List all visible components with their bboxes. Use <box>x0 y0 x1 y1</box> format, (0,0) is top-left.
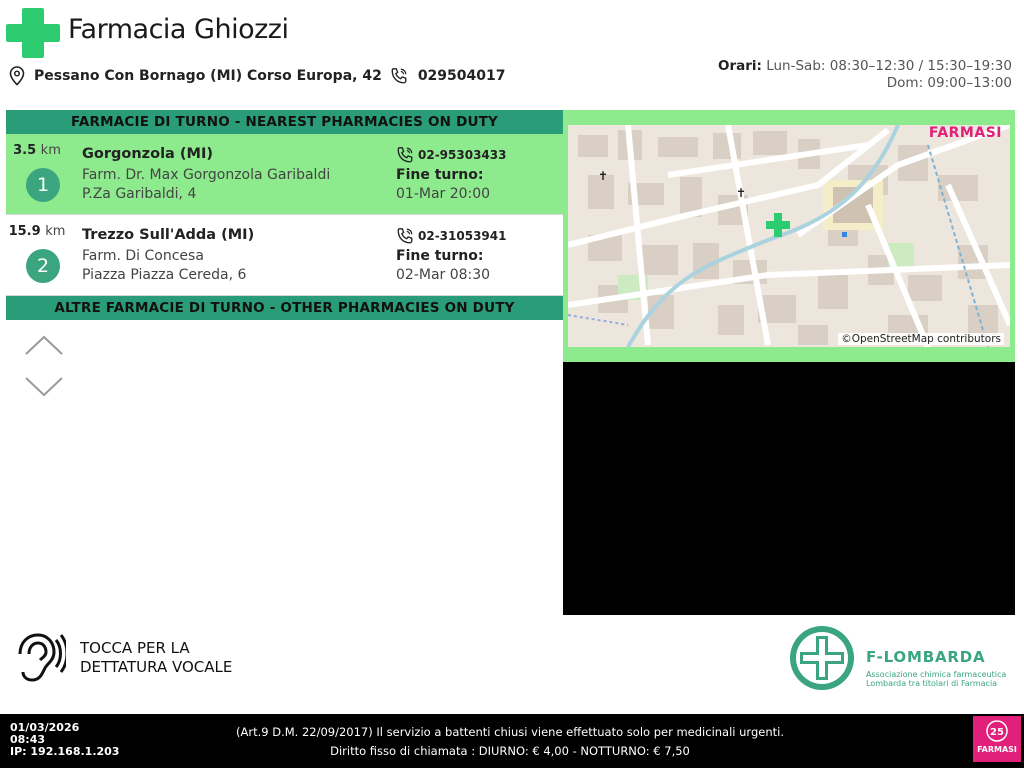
pharmacy-row[interactable] <box>6 134 563 215</box>
legal-notice: (Art.9 D.M. 22/09/2017) Il servizio a battenti chiusi viene effettuato solo per medicinali urgenti. Diritto fisso di chiamata : DIURNO: € 4,00 - NOTTURNO: € 7,50 <box>236 725 784 758</box>
opening-hours <box>718 58 1012 92</box>
other-pharmacies-title: ALTRE FARMACIE DI TURNO - OTHER PHARMACIES ON DUTY <box>6 296 563 320</box>
map-frame <box>563 110 1015 362</box>
svg-text:✝: ✝ <box>736 186 747 200</box>
scroll-down-chevron-icon[interactable] <box>24 376 64 398</box>
video-panel <box>563 362 1015 615</box>
pharmacy-phone-link[interactable]: 02-95303433 <box>396 146 506 164</box>
farmasi-badge-icon <box>973 716 1021 762</box>
pharmacy-phone-link[interactable]: 02-31053941 <box>396 227 506 245</box>
pharmacy-name: Farmacia Ghiozzi <box>68 14 289 45</box>
scroll-up-chevron-icon[interactable] <box>24 334 64 356</box>
pharmacist-name: Farm. Dr. Max Gorgonzola Garibaldi <box>82 167 331 183</box>
pharmacy-cross-logo-icon <box>6 6 60 60</box>
hours-weekday: Lun-Sab: 08:30–12:30 / 15:30–19:30 <box>766 58 1012 74</box>
shift-label: Fine turno: <box>396 167 484 183</box>
shift-label: Fine turno: <box>396 248 484 264</box>
farmasi-anniversary-logo <box>973 716 1021 762</box>
pharmacy-phone[interactable]: 029504017 <box>417 68 506 84</box>
location-pin-icon <box>8 66 26 86</box>
address-row <box>8 66 505 86</box>
shift-end: 02-Mar 08:30 <box>396 267 491 283</box>
pharmacy-city: Trezzo Sull'Adda (MI) <box>82 227 255 243</box>
svg-text:FARMASI: FARMASI <box>977 745 1017 754</box>
svg-text:✝: ✝ <box>598 169 609 183</box>
address-text: Pessano Con Bornago (MI) Corso Europa, 42 <box>34 68 382 84</box>
farmasi-map-logo: FARMASI <box>928 125 1002 141</box>
distance: 15.9 km <box>8 224 66 239</box>
phone-icon <box>396 146 414 164</box>
current-time: 08:43 <box>10 733 46 746</box>
hours-sunday: Dom: 09:00–13:00 <box>886 75 1012 91</box>
phone-icon <box>396 227 414 245</box>
distance: 3.5 km <box>13 143 61 158</box>
street-map[interactable] <box>568 125 1010 347</box>
footer-bar <box>0 714 1024 768</box>
pharmacy-street: Piazza Piazza Cereda, 6 <box>82 267 247 283</box>
pharmacy-row[interactable] <box>6 215 563 296</box>
pharmacy-street: P.Za Garibaldi, 4 <box>82 186 197 202</box>
nearest-section-title: FARMACIE DI TURNO - NEAREST PHARMACIES ON DUTY <box>6 110 563 134</box>
system-status <box>10 722 119 758</box>
rank-badge: 1 <box>26 168 60 202</box>
pharmacy-city: Gorgonzola (MI) <box>82 146 213 162</box>
f-lombarda-title: F-LOMBARDA <box>866 648 986 666</box>
phone-icon <box>390 66 408 86</box>
shift-end: 01-Mar 20:00 <box>396 186 491 202</box>
f-lombarda-subtitle: Associazione chimica farmaceutica Lombarda tra titolari di Farmacia <box>866 670 1007 688</box>
current-date: 01/03/2026 <box>10 721 80 734</box>
header <box>0 0 1024 110</box>
map-attribution[interactable]: ©OpenStreetMap contributors <box>838 333 1004 345</box>
voice-dictation-button[interactable] <box>10 630 232 686</box>
svg-text:25: 25 <box>990 727 1004 738</box>
voice-dictation-label: TOCCA PER LA DETTATURA VOCALE <box>80 639 233 676</box>
pharmacist-name: Farm. Di Concesa <box>82 248 204 264</box>
ear-icon <box>10 630 66 686</box>
f-lombarda-logo <box>788 624 1008 692</box>
f-lombarda-cross-icon <box>788 624 858 692</box>
pharmacy-list-panel <box>6 110 563 410</box>
hours-label: Orari: <box>717 58 762 74</box>
map-tiles <box>568 125 1010 347</box>
ip-address: IP: 192.168.1.203 <box>10 745 120 758</box>
scroll-controls <box>6 320 563 410</box>
rank-badge: 2 <box>26 249 60 283</box>
